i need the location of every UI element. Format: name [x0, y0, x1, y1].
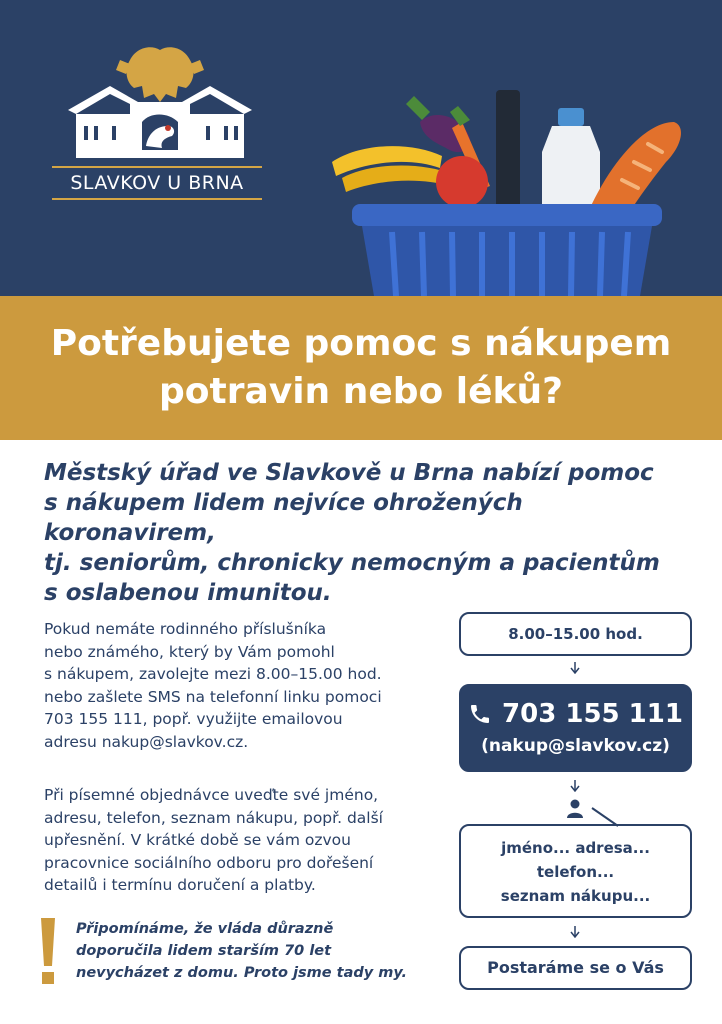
paragraph-line: detailů i termínu doručení a platby. — [44, 876, 316, 894]
paragraph-line: adresu nakup@slavkov.cz. — [44, 732, 249, 751]
intro-line: s oslabenou imunitou. — [44, 580, 332, 606]
care-text: Postaráme se o Vás — [487, 958, 664, 977]
note-line: Připomínáme, že vláda důrazně — [76, 921, 334, 937]
person-icon — [565, 798, 585, 818]
fields-line: telefon... — [536, 863, 615, 881]
hours-text: 8.00–15.00 hod. — [508, 625, 643, 643]
headline-line-1: Potřebujete pomoc s nákupem — [50, 323, 672, 364]
paragraph-line: adresu, telefon, seznam nákupu, popř. další — [44, 808, 383, 827]
contact-box — [459, 684, 692, 772]
order-paragraph — [44, 784, 444, 897]
paragraph-line: 703 155 111, popř. využijte emailovou — [44, 710, 343, 728]
email-address[interactable]: (nakup@slavkov.cz) — [481, 736, 670, 756]
exclamation-icon — [38, 918, 58, 986]
paragraph-line: nebo známého, který by Vám pomohl — [44, 642, 335, 661]
intro-line: s nákupem lidem nejvíce ohrožených koronavirem, — [44, 490, 523, 546]
intro-text — [44, 458, 694, 608]
order-fields-box — [459, 824, 692, 918]
note-line: nevycházet z domu. Proto jsme tady my. — [76, 965, 407, 981]
logo-divider-bottom — [52, 198, 262, 200]
intro-line: tj. seniorům, chronicky nemocným a pacientům — [44, 550, 660, 576]
headline-line-2: potravin nebo léků? — [158, 371, 563, 412]
intro-line: Městský úřad ve Slavkově u Brna nabízí pomoc — [44, 460, 654, 486]
note-line: doporučila lidem starším 70 let — [76, 943, 332, 959]
contact-paragraph — [44, 618, 444, 753]
arrow-down-icon — [568, 662, 582, 674]
paragraph-line: pracovnice sociálního odboru pro dořešení — [44, 853, 374, 872]
arrow-down-icon — [568, 780, 582, 792]
paragraph-line: Při písemné objednávce uveďte své jméno, — [44, 786, 379, 804]
arrow-down-icon — [568, 926, 582, 938]
phone-row — [461, 698, 690, 730]
paragraph-line: nebo zašlete SMS na telefonní linku pomoci — [44, 687, 382, 706]
header — [0, 0, 722, 296]
fields-line: seznam nákupu... — [500, 887, 651, 905]
logo-divider-top — [52, 166, 262, 168]
headline-banner — [0, 296, 722, 440]
hours-box — [459, 612, 692, 656]
paragraph-line: upřesnění. V krátké době se vám ozvou — [44, 831, 351, 849]
paragraph-line: s nákupem, zavolejte mezi 8.00–15.00 hod. — [44, 665, 382, 683]
care-box — [459, 946, 692, 990]
logo-text: SLAVKOV U BRNA — [70, 172, 244, 194]
reminder-note — [76, 918, 456, 984]
paragraph-line: Pokud nemáte rodinného příslušníka — [44, 620, 327, 638]
phone-number[interactable]: 703 155 111 — [502, 699, 683, 729]
shopping-basket-icon — [322, 82, 692, 296]
phone-icon — [468, 702, 492, 726]
fields-line: jméno... adresa... — [501, 839, 650, 857]
